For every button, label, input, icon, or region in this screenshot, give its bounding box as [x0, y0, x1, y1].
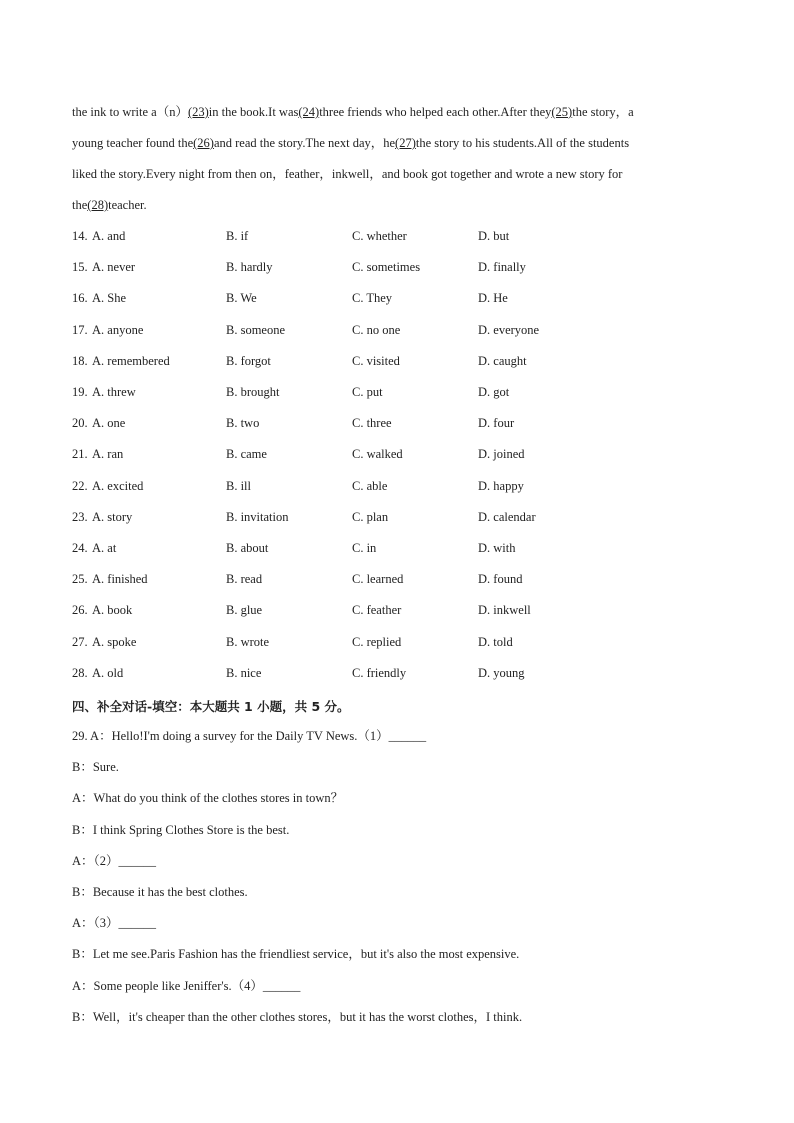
passage-text: the ink to write a（n）: [72, 105, 188, 119]
option-a: A. She: [92, 291, 127, 306]
passage-text: teacher.: [108, 198, 147, 212]
dialogue-line: A：What do you think of the clothes stores in town？: [72, 791, 344, 806]
question-number: 22.: [72, 478, 88, 493]
option-c: C. sometimes: [352, 260, 421, 275]
option-d: D. young: [478, 665, 525, 680]
option-b: B. if: [226, 229, 249, 243]
option-d: D. with: [478, 541, 516, 555]
question-number: 14.: [72, 229, 88, 243]
option-a: A. finished: [92, 572, 148, 587]
option-b: B. brought: [226, 385, 280, 399]
option-b: B. ill: [226, 478, 252, 493]
question-number: 25.: [72, 572, 88, 587]
question-number: 20.: [72, 416, 88, 431]
question-number: 18.: [72, 353, 88, 368]
passage-line-4: [72, 197, 147, 213]
section-heading: 四、补全对话-填空：本大题共 1 小题，共 5 分。: [72, 699, 350, 714]
option-a: A. ran: [92, 447, 124, 462]
dialogue-line: A：（2）______: [72, 853, 157, 868]
question-number: 27.: [72, 634, 88, 649]
option-b: B. someone: [226, 322, 286, 337]
blank-number: (24): [298, 105, 320, 119]
question-number: 17.: [72, 322, 88, 337]
option-c: C. able: [352, 478, 388, 493]
option-a: A. threw: [92, 385, 136, 399]
option-a: A. spoke: [92, 634, 137, 649]
option-c: C. replied: [352, 634, 402, 649]
option-d: D. got: [478, 385, 510, 399]
passage-line-3: [72, 166, 622, 182]
option-b: B. nice: [226, 665, 262, 680]
option-a: A. excited: [92, 478, 144, 493]
option-b: B. We: [226, 291, 257, 306]
option-c: C. plan: [352, 509, 389, 524]
option-d: D. finally: [478, 260, 526, 275]
option-d: D. joined: [478, 447, 525, 462]
option-d: D. He: [478, 291, 508, 306]
blank-number: (23): [187, 105, 209, 119]
dialogue-line: B：Sure.: [72, 760, 119, 775]
passage-text: in the book.It was: [208, 105, 299, 119]
passage-text: the story to his students.All of the students: [415, 136, 630, 150]
question-number: 23.: [72, 509, 88, 524]
option-c: C. They: [352, 291, 393, 306]
question-number: 16.: [72, 291, 88, 306]
dialogue-line: B：Because it has the best clothes.: [72, 885, 248, 899]
option-b: B. about: [226, 541, 269, 555]
passage-text: and read the story.The next day，he: [213, 136, 396, 150]
option-c: C. visited: [352, 353, 400, 368]
option-c: C. no one: [352, 322, 401, 337]
question-number: 28.: [72, 665, 88, 680]
option-a: A. remembered: [92, 353, 170, 368]
option-c: C. put: [352, 385, 383, 399]
option-a: A. never: [92, 260, 136, 275]
question-number: 26.: [72, 603, 88, 618]
dialogue-line: B：Let me see.Paris Fashion has the friendliest service，but it's also the most expensive.: [72, 947, 520, 962]
passage-text: the story，a: [572, 105, 634, 119]
option-b: B. two: [226, 416, 260, 431]
option-d: D. everyone: [478, 322, 540, 337]
option-a: A. old: [92, 665, 124, 680]
option-c: C. feather: [352, 603, 402, 618]
option-a: A. anyone: [92, 322, 144, 337]
option-c: C. friendly: [352, 665, 407, 680]
option-b: B. invitation: [226, 509, 289, 524]
option-a: A. story: [92, 509, 133, 524]
option-d: D. calendar: [478, 509, 536, 524]
question-number: 21.: [72, 447, 88, 462]
option-b: B. came: [226, 447, 267, 462]
option-b: B. glue: [226, 603, 263, 618]
passage-text: liked the story.Every night from then on，feather，inkwell，and book got together and wrote a new story for: [72, 167, 623, 181]
option-d: D. told: [478, 634, 513, 649]
dialogue-line: A：（3）______: [72, 916, 157, 931]
dialogue-line: 29. A：Hello!I'm doing a survey for the Daily TV News.（1）______: [72, 729, 427, 743]
dialogue-line: A：Some people like Jeniffer's.（4）______: [72, 978, 301, 993]
blank-number: (26): [193, 136, 214, 150]
dialogue-line: B：I think Spring Clothes Store is the best.: [72, 822, 290, 837]
blank-number: (28): [87, 198, 109, 212]
question-number: 24.: [72, 541, 88, 555]
dialogue-line: B：Well，it's cheaper than the other clothes stores，but it has the worst clothes，I think.: [72, 1009, 523, 1024]
blank-number: (27): [395, 136, 416, 150]
option-b: B. wrote: [226, 634, 270, 649]
question-number: 15.: [72, 260, 88, 275]
option-c: C. walked: [352, 447, 403, 462]
option-d: D. four: [478, 416, 515, 431]
option-b: B. hardly: [226, 260, 273, 275]
option-b: B. read: [226, 572, 263, 587]
blank-number: (25): [551, 105, 573, 119]
passage-text: young teacher found the: [72, 136, 194, 150]
option-b: B. forgot: [226, 353, 271, 368]
option-d: D. caught: [478, 353, 527, 368]
question-number: 19.: [72, 385, 88, 399]
option-c: C. whether: [352, 229, 407, 243]
option-d: D. inkwell: [478, 603, 531, 618]
option-d: D. but: [478, 229, 510, 243]
option-c: C. three: [352, 416, 392, 431]
option-a: A. one: [92, 416, 126, 431]
passage-line-1: [72, 104, 634, 120]
option-d: D. found: [478, 572, 523, 587]
option-c: C. in: [352, 541, 377, 555]
option-a: A. book: [92, 603, 133, 618]
option-a: A. and: [92, 229, 126, 243]
option-c: C. learned: [352, 572, 404, 587]
passage-line-2: [72, 135, 629, 151]
option-d: D. happy: [478, 478, 524, 493]
passage-text: the: [72, 198, 88, 212]
option-a: A. at: [92, 541, 117, 555]
passage-text: three friends who helped each other.After they: [319, 105, 552, 119]
